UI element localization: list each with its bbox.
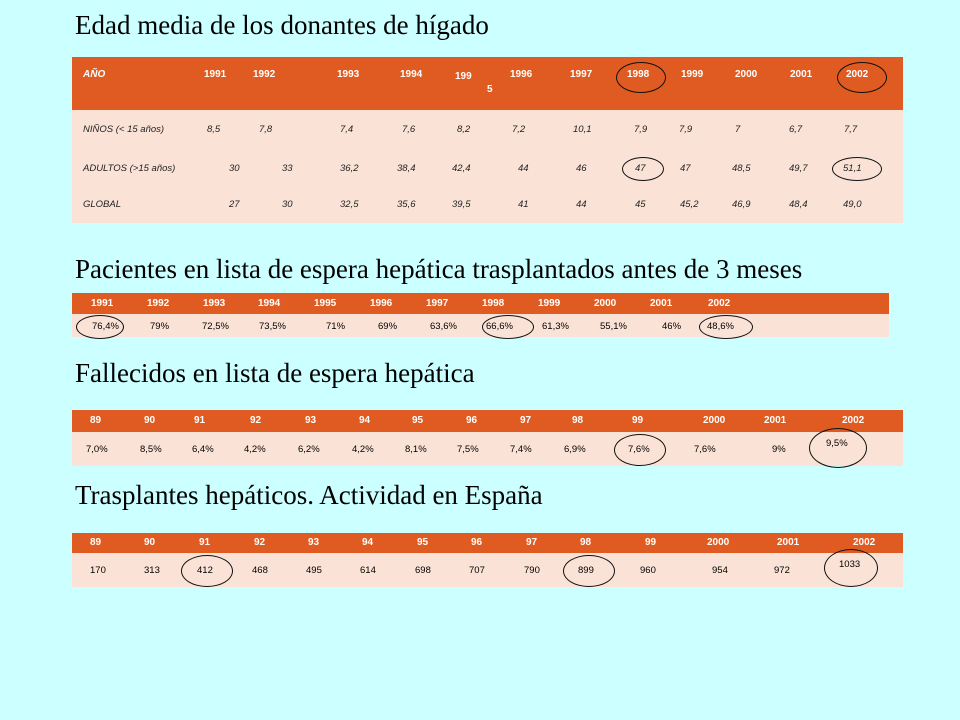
table-cell: 170 <box>90 565 106 576</box>
title-transplants: Trasplantes hepáticos. Actividad en España <box>75 480 543 510</box>
table-cell: 30 <box>282 199 293 210</box>
table-cell: 51,1 <box>843 163 862 174</box>
table-cell: 6,2% <box>298 444 320 455</box>
table-cell: 46,9 <box>732 199 751 210</box>
table-cell: 8,2 <box>457 124 471 135</box>
table-cell: 972 <box>774 565 790 576</box>
table-cell: 45,2 <box>680 199 699 210</box>
table-cell: 7,8 <box>259 124 273 135</box>
header-year: 1992 <box>253 69 276 80</box>
header-year: 1995 <box>314 298 337 309</box>
header-year: 5 <box>487 84 493 95</box>
header-year: 90 <box>144 415 156 426</box>
header-year: 2002 <box>842 415 865 426</box>
table-header <box>72 293 889 314</box>
header-year: 2001 <box>790 69 813 80</box>
table-cell: 76,4% <box>92 321 119 332</box>
table-cell: 46% <box>662 321 682 332</box>
table-cell: 790 <box>524 565 540 576</box>
table-cell: 954 <box>712 565 728 576</box>
table-cell: 49,0 <box>843 199 862 210</box>
header-year: 1996 <box>510 69 533 80</box>
table-cell: 33 <box>282 163 293 174</box>
table-cell: 7,7 <box>844 124 858 135</box>
header-year: 1997 <box>426 298 449 309</box>
table-cell: 71% <box>326 321 346 332</box>
header-year: 1992 <box>147 298 170 309</box>
header-year: 91 <box>194 415 206 426</box>
table-cell: 7 <box>735 124 741 135</box>
table-cell: 66,6% <box>486 321 513 332</box>
header-year: 2001 <box>650 298 673 309</box>
table-cell: 698 <box>415 565 431 576</box>
header-year: 1993 <box>337 69 360 80</box>
table-cell: 46 <box>576 163 587 174</box>
table-cell: 9% <box>772 444 786 455</box>
table-cell: 44 <box>518 163 529 174</box>
header-year: 92 <box>250 415 262 426</box>
table-cell: 8,5 <box>207 124 221 135</box>
header-year: 98 <box>572 415 584 426</box>
table-cell: 468 <box>252 565 268 576</box>
header-year: 97 <box>520 415 532 426</box>
table-cell: 1033 <box>839 559 861 570</box>
header-year: 199 <box>455 71 472 82</box>
table-cell: 4,2% <box>352 444 374 455</box>
table-cell: 7,4 <box>340 124 354 135</box>
table-cell: 614 <box>360 565 376 576</box>
header-year: 97 <box>526 537 538 548</box>
header-year: 2001 <box>777 537 800 548</box>
transplants-table <box>72 533 903 587</box>
waiting-list-table <box>72 293 889 337</box>
row-label: GLOBAL <box>83 199 122 210</box>
table-cell: 38,4 <box>397 163 416 174</box>
header-year: 1994 <box>258 298 281 309</box>
table-cell: 69% <box>378 321 398 332</box>
table-cell: 495 <box>306 565 322 576</box>
header-year: 2002 <box>853 537 876 548</box>
header-year: 96 <box>466 415 478 426</box>
table-cell: 39,5 <box>452 199 471 210</box>
header-year: 1993 <box>203 298 226 309</box>
header-year: 2002 <box>708 298 731 309</box>
table-cell: 6,7 <box>789 124 803 135</box>
title-deceased: Fallecidos en lista de espera hepática <box>75 358 475 388</box>
table-cell: 7,6 <box>402 124 416 135</box>
table-cell: 61,3% <box>542 321 569 332</box>
header-year: 89 <box>90 537 102 548</box>
header-year: 1991 <box>204 69 227 80</box>
header-corner: AÑO <box>83 69 106 80</box>
table-cell: 4,2% <box>244 444 266 455</box>
row-label: ADULTOS (>15 años) <box>83 163 176 174</box>
header-year: 94 <box>359 415 371 426</box>
table-cell: 47 <box>635 163 646 174</box>
table-cell: 32,5 <box>340 199 359 210</box>
table-cell: 6,9% <box>564 444 586 455</box>
header-year: 1997 <box>570 69 593 80</box>
table-cell: 7,9 <box>679 124 693 135</box>
header-year: 90 <box>144 537 156 548</box>
header-year: 2000 <box>707 537 730 548</box>
table-cell: 41 <box>518 199 529 210</box>
table-cell: 45 <box>635 199 646 210</box>
header-year: 1998 <box>627 69 650 80</box>
table-cell: 72,5% <box>202 321 229 332</box>
table-cell: 7,4% <box>510 444 532 455</box>
header-year: 1998 <box>482 298 505 309</box>
header-year: 98 <box>580 537 592 548</box>
row-label: NIÑOS (< 15 años) <box>83 124 165 135</box>
donor-age-table <box>72 57 903 223</box>
table-cell: 48,6% <box>707 321 734 332</box>
header-year: 93 <box>308 537 320 548</box>
header-year: 1991 <box>91 298 114 309</box>
header-year: 99 <box>632 415 644 426</box>
table-cell: 7,5% <box>457 444 479 455</box>
table-cell: 8,5% <box>140 444 162 455</box>
header-year: 95 <box>412 415 424 426</box>
table-cell: 73,5% <box>259 321 286 332</box>
table-cell: 42,4 <box>452 163 471 174</box>
header-year: 95 <box>417 537 429 548</box>
table-cell: 79% <box>150 321 170 332</box>
table-cell: 10,1 <box>573 124 592 135</box>
title-donor-age: Edad media de los donantes de hígado <box>75 10 489 40</box>
table-cell: 7,6% <box>628 444 650 455</box>
header-year: 2001 <box>764 415 787 426</box>
table-cell: 9,5% <box>826 438 848 449</box>
table-cell: 412 <box>197 565 213 576</box>
header-year: 1994 <box>400 69 423 80</box>
table-cell: 55,1% <box>600 321 627 332</box>
table-cell: 27 <box>229 199 240 210</box>
table-cell: 6,4% <box>192 444 214 455</box>
table-cell: 960 <box>640 565 656 576</box>
header-year: 1996 <box>370 298 393 309</box>
table-cell: 49,7 <box>789 163 808 174</box>
header-year: 2000 <box>594 298 617 309</box>
table-cell: 36,2 <box>340 163 359 174</box>
header-year: 94 <box>362 537 374 548</box>
table-cell: 8,1% <box>405 444 427 455</box>
table-cell: 7,6% <box>694 444 716 455</box>
table-cell: 899 <box>578 565 594 576</box>
table-cell: 48,4 <box>789 199 808 210</box>
table-cell: 7,9 <box>634 124 648 135</box>
table-cell: 707 <box>469 565 485 576</box>
header-year: 2000 <box>703 415 726 426</box>
table-cell: 47 <box>680 163 691 174</box>
table-cell: 35,6 <box>397 199 416 210</box>
header-year: 1999 <box>681 69 704 80</box>
header-year: 89 <box>90 415 102 426</box>
header-year: 92 <box>254 537 266 548</box>
table-cell: 30 <box>229 163 240 174</box>
header-year: 1999 <box>538 298 561 309</box>
header-year: 96 <box>471 537 483 548</box>
table-cell: 48,5 <box>732 163 751 174</box>
table-cell: 7,0% <box>86 444 108 455</box>
header-year: 2000 <box>735 69 758 80</box>
header-year: 99 <box>645 537 657 548</box>
table-cell: 7,2 <box>512 124 526 135</box>
header-year: 93 <box>305 415 317 426</box>
table-cell: 63,6% <box>430 321 457 332</box>
deceased-table <box>72 410 903 466</box>
table-cell: 313 <box>144 565 160 576</box>
header-year: 91 <box>199 537 211 548</box>
title-waiting-list: Pacientes en lista de espera hepática trasplantados antes de 3 meses <box>75 254 803 284</box>
header-year: 2002 <box>846 69 869 80</box>
table-cell: 44 <box>576 199 587 210</box>
